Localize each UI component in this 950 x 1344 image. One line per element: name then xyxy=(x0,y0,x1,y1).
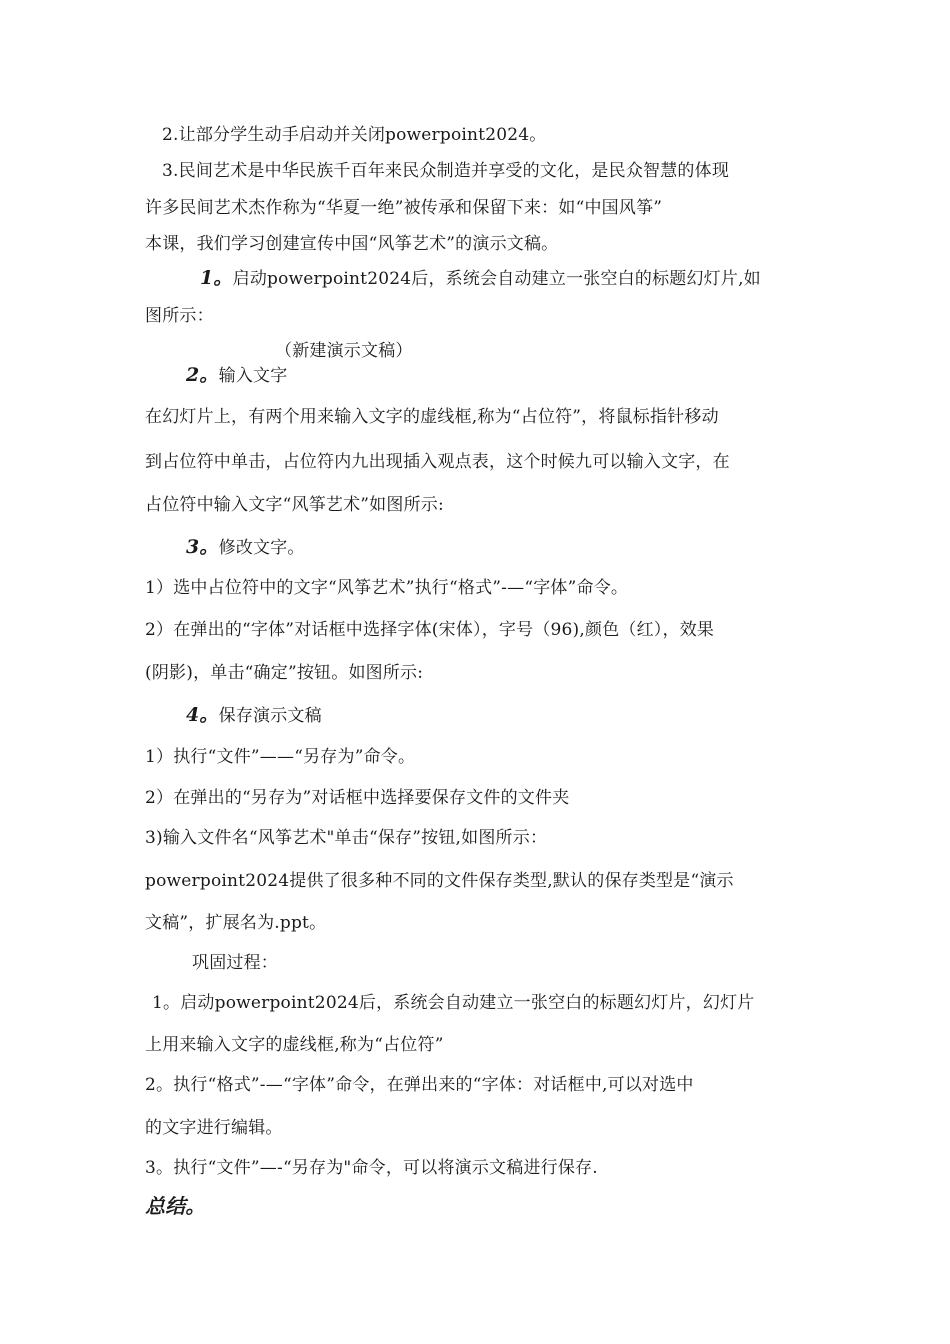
paragraph-line xyxy=(145,827,547,849)
section-heading xyxy=(186,364,287,387)
paragraph-line xyxy=(162,124,546,146)
paragraph-line xyxy=(162,160,729,182)
paragraph-line xyxy=(145,787,569,809)
subheading xyxy=(192,952,278,974)
line-text: 占位符中输入文字“风筝艺术”如图所示: xyxy=(145,495,444,515)
line-text: 启动powerpoint2024后，系统会自动建立一张空白的标题幻灯片,如 xyxy=(232,269,761,289)
line-text: 输入文字 xyxy=(218,366,288,386)
line-text: 到占位符中单击，占位符内九出现插入观点表，这个时候九可以输入文字，在 xyxy=(145,452,730,472)
summary-heading xyxy=(145,1195,206,1217)
section-number: 4。 xyxy=(186,704,219,726)
line-text: 在幻灯片上，有两个用来输入文字的虚线框,称为“占位符”，将鼠标指针移动 xyxy=(145,407,719,427)
line-text: 2.让部分学生动手启动并关闭powerpoint2024。 xyxy=(162,125,547,145)
line-text: 保存演示文稿 xyxy=(218,706,322,726)
paragraph-line xyxy=(152,992,754,1014)
section-heading xyxy=(186,536,305,559)
line-text: 巩固过程： xyxy=(192,953,278,973)
figure-caption xyxy=(275,340,413,362)
line-text: 的文字进行编辑。 xyxy=(145,1118,283,1138)
line-text: (阴影)，单击“确定”按钮。如图所示: xyxy=(145,663,424,683)
line-text: 3.民间艺术是中华民族千百年来民众制造并享受的文化，是民众智慧的体现 xyxy=(162,161,730,181)
paragraph-line xyxy=(145,1034,444,1056)
line-text: powerpoint2024提供了很多种不同的文件保存类型,默认的保存类型是“演示 xyxy=(145,871,734,891)
paragraph-line xyxy=(145,1157,598,1179)
line-text: 总结。 xyxy=(145,1194,206,1218)
section-number: 2。 xyxy=(186,364,219,386)
line-text: 2）在弹出的“字体”对话框中选择字体(宋体），字号（96),颜色（红），效果 xyxy=(145,620,715,640)
section-number: 3。 xyxy=(186,536,219,558)
line-text: 1。启动powerpoint2024后，系统会自动建立一张空白的标题幻灯片，幻灯片 xyxy=(152,993,755,1013)
paragraph-line xyxy=(145,1117,283,1139)
paragraph-line xyxy=(145,451,730,473)
section-heading xyxy=(200,267,761,290)
line-text: 本课，我们学习创建宣传中国“风筝艺术”的演示文稿。 xyxy=(145,234,559,254)
paragraph-line xyxy=(145,619,714,641)
paragraph-line xyxy=(145,494,444,516)
line-text: 许多民间艺术杰作称为“华夏一绝”被传承和保留下来：如“中国风筝” xyxy=(145,198,663,218)
paragraph-line xyxy=(145,870,734,892)
paragraph-line xyxy=(145,406,719,428)
paragraph-line xyxy=(145,1074,694,1096)
section-number: 1。 xyxy=(200,267,233,289)
line-text: 修改文字。 xyxy=(218,538,305,558)
line-text: 2。执行“格式”-—“字体”命令，在弹出来的“字体：对话框中,可以对选中 xyxy=(145,1075,694,1095)
line-text: 1）执行“文件”——“另存为”命令。 xyxy=(145,747,416,767)
line-text: 文稿”，扩展名为.ppt。 xyxy=(145,913,327,933)
line-text: 上用来输入文字的虚线框,称为“占位符” xyxy=(145,1035,444,1055)
paragraph-line xyxy=(145,662,423,684)
line-text: 2）在弹出的“另存为”对话框中选择要保存文件的文件夹 xyxy=(145,788,570,808)
paragraph-line xyxy=(145,305,214,327)
paragraph-line xyxy=(145,746,415,768)
line-text: 3。执行“文件”—-“另存为"命令，可以将演示文稿进行保存. xyxy=(145,1158,598,1178)
paragraph-line xyxy=(145,233,558,255)
paragraph-line xyxy=(145,577,628,599)
section-heading xyxy=(186,704,322,727)
caption-text: （新建演示文稿） xyxy=(275,341,413,361)
paragraph-line xyxy=(145,912,326,934)
line-text: 图所示： xyxy=(145,306,214,326)
line-text: 3)输入文件名“风筝艺术"单击“保存”按钮,如图所示： xyxy=(145,828,548,848)
line-text: 1）选中占位符中的文字“风筝艺术”执行“格式”-—“字体”命令。 xyxy=(145,578,629,598)
paragraph-line xyxy=(145,197,662,219)
